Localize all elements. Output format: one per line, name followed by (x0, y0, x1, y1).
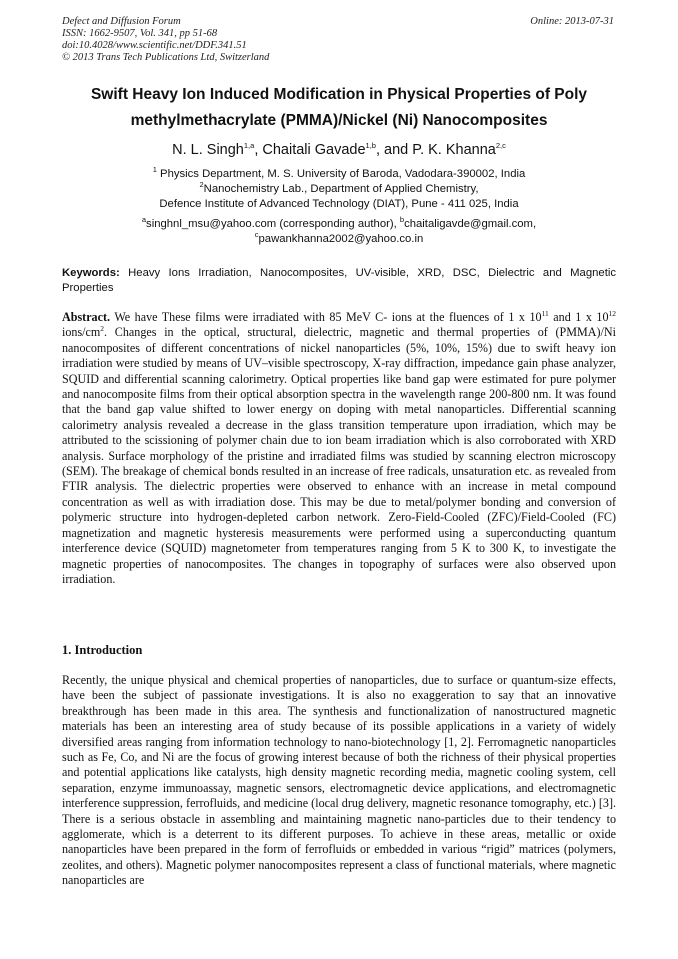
affiliation-2 (62, 182, 616, 197)
affiliation-1 (62, 167, 616, 182)
email-mark: c (254, 230, 259, 240)
journal-name: Defect and Diffusion Forum (62, 16, 181, 27)
abstract-text: ions/cm (62, 325, 101, 340)
author-name: Chaitali Gavade (262, 142, 366, 158)
introduction-paragraph: Recently, the unique physical and chemical properties of nanoparticles, due to surface or quantum-size effects, have been the subject of passionate investigations. It is also no exaggeration to say that an innovative breakthrough has been made in this area. The synthesis and functionalization of nanostructured magnetic materials has been an interesting area of study because of its possible applications in a variety of widely diversified areas ranging from information technology to nano-biotechnology [1, 2]. Ferromagnetic nanoparticles such as Fe, Co, and Ni are the focus of growing interest because of both the richness of their physical properties and potential applications like catalysts, high density magnetic recording media, magnetic cooling system, cell separation, enzyme immunoassay, magnetic sensors, electromagnetic device applications, and electromagnetic interference suppression, ferrofluids, and medicine (local drug delivery, magnetic resonance tomography, etc.) [3]. There is a serious obstacle in assembling and maintaining magnetic nano-particles due to their tendency to agglomerate, which is a deterrent to its different purposes. To achieve in these areas, metallic or oxide nanoparticles have been prepared in the form of ferrofluids or embedded in various “rigid” matrices (polymers, zeolites, and others). Magnetic polymer nanocomposites represent a class of functional materials, where magnetic nanoparticles are (62, 673, 616, 888)
abstract-text: We have These films were irradiated with 85 MeV C- ions at the fluences of 1 x 10 (110, 310, 542, 324)
running-header (62, 16, 614, 64)
issn-line: ISSN: 1662-9507, Vol. 341, pp 51-68 (62, 28, 218, 39)
author-affil-mark: 1,a (243, 141, 255, 151)
email-c[interactable]: pawankhanna2002@yahoo.co.in (258, 233, 424, 245)
author-emails (62, 217, 616, 247)
author-name: P. K. Khanna (412, 142, 496, 158)
doi-line: doi:10.4028/www.scientific.net/DDF.341.51 (62, 40, 247, 51)
abstract-label: Abstract. (62, 310, 111, 324)
keywords-text: Heavy Ions Irradiation, Nanocomposites, UV-visible, XRD, DSC, Dielectric and Magnetic Properties (62, 267, 616, 294)
online-date: Online: 2013-07-31 (530, 16, 614, 27)
abstract (62, 310, 616, 587)
affil-mark: 1 (152, 165, 157, 175)
author-name: N. L. Singh (172, 142, 244, 158)
title-line-1: Swift Heavy Ion Induced Modification in Physical Properties of Poly (90, 86, 588, 103)
exponent: 12 (608, 308, 616, 318)
keywords (62, 266, 616, 296)
section-heading: 1. Introduction (62, 643, 143, 657)
author-separator: , (254, 142, 263, 158)
author-affil-mark: 2,c (495, 141, 506, 151)
exponent: 11 (541, 308, 549, 318)
email-line-2 (62, 232, 616, 247)
keywords-label: Keywords: (62, 267, 120, 279)
email-a[interactable]: singhnl_msu@yahoo.com (corresponding author), (146, 218, 400, 230)
abstract-text: . Changes in the optical, structural, dielectric, magnetic and thermal properties of (PMMA)/Ni nanocomposites of different concentrations of nickel nanoparticles (5%, 10%, 15%) due to swift heavy ion irradiation were studied by means of UV–visible spectroscopy, X-ray diffraction, impedance gain phase analyzer, SQUID and differential scanning calorimetry. Optical properties like band gap were estimated for pure polymer and nanocomposite films from their optical absorption spectra in the wavelength range 200-800 nm. It was found that the band gap value shifted to lower energy on doping with metal nanoparticles. Differential scanning calorimetry analysis revealed a decrease in the glass transition temperature upon irradiation, which may be attributed to the scissioning of polymer chain due to ion beam irradiation which is also corroborated with XRD analysis. Surface morphology of the pristine and irradiated films was studied by scanning electron microscopy (SEM). The breakage of chemical bonds resulted in an increase of free radicals, unsaturation etc. as revealed from FTIR analysis. The dielectric properties were observed to enhance with an increase in metal compound concentration as well as with irradiation dose. This may be due to metal/polymer bonding and conversion of polymeric structure into hydrogen-depleted carbon network. Zero-Field-Cooled (ZFC)/Field-Cooled (FC) magnetization and magnetic hysteresis measurements were performed using a superconducting quantum interference device (SQUID) magnetometer from temperatures ranging from 5 K to 300 K, to investigate the magnetic properties of nanocomposites. The changes in topography of surfaces were also observed upon irradiation. (62, 325, 616, 586)
affiliation-text: Physics Department, M. S. University of Baroda, Vadodara-390002, India (156, 168, 526, 180)
author-separator: , and (375, 142, 413, 158)
title-line-2: methylmethacrylate (PMMA)/Nickel (Ni) Nanocomposites (130, 112, 548, 129)
affil-mark: 2 (199, 180, 204, 190)
affiliation-2-line-2: Defence Institute of Advanced Technology (DIAT), Pune - 411 025, India (159, 198, 519, 210)
affiliations (62, 167, 616, 212)
copyright-line: © 2013 Trans Tech Publications Ltd, Switzerland (62, 52, 270, 63)
abstract-text: and 1 x 10 (548, 310, 609, 324)
email-b[interactable]: chaitaligavde@gmail.com, (404, 218, 537, 230)
email-line-1 (62, 217, 616, 232)
exponent: 2 (100, 324, 105, 334)
author-affil-mark: 1,b (365, 141, 376, 151)
author-list (62, 141, 616, 159)
affiliation-text: Nanochemistry Lab., Department of Applied Chemistry, (203, 183, 479, 195)
paper-title (62, 82, 616, 134)
email-mark: a (141, 215, 147, 225)
email-mark: b (399, 215, 405, 225)
